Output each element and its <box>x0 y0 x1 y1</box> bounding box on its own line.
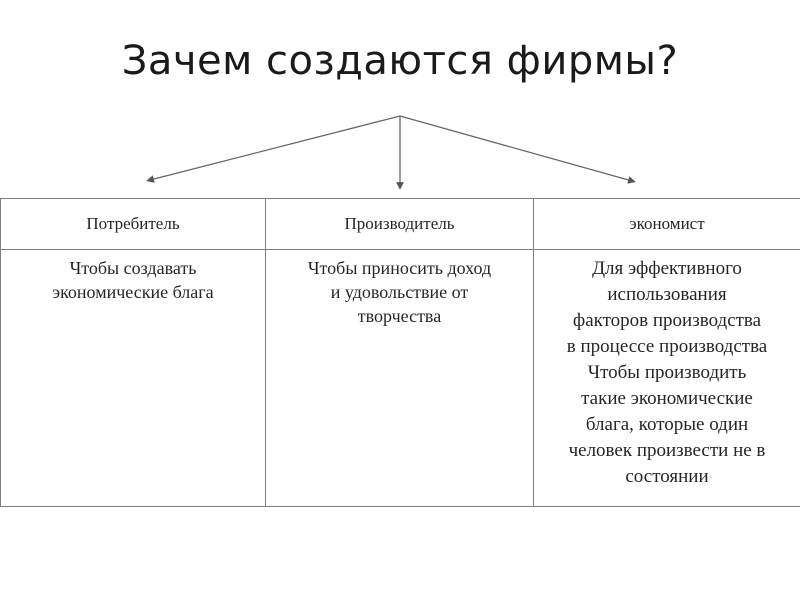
table-row <box>1 250 800 507</box>
cell-producer <box>266 250 534 507</box>
cell-consumer <box>1 250 266 507</box>
cell-producer-text: Чтобы приносить доход и удовольствие от творчества <box>307 258 492 326</box>
header-consumer: Потребитель <box>1 199 266 250</box>
firms-table <box>0 198 800 507</box>
branch-arrows <box>0 0 800 200</box>
arrow-left <box>150 116 400 180</box>
cell-economist <box>534 250 800 507</box>
header-economist: экономист <box>534 199 800 250</box>
cell-consumer-text: Чтобы создавать экономические блага <box>52 258 214 302</box>
cell-economist-text: Для эффективного использования факторов производства в процессе производства Чтобы производить такие экономические блага, которые один человек произвести не в состоянии <box>566 258 768 487</box>
arrow-right <box>400 116 632 181</box>
table-header-row <box>1 199 800 250</box>
slide-title: Зачем создаются фирмы? <box>121 38 679 84</box>
header-producer: Производитель <box>266 199 534 250</box>
